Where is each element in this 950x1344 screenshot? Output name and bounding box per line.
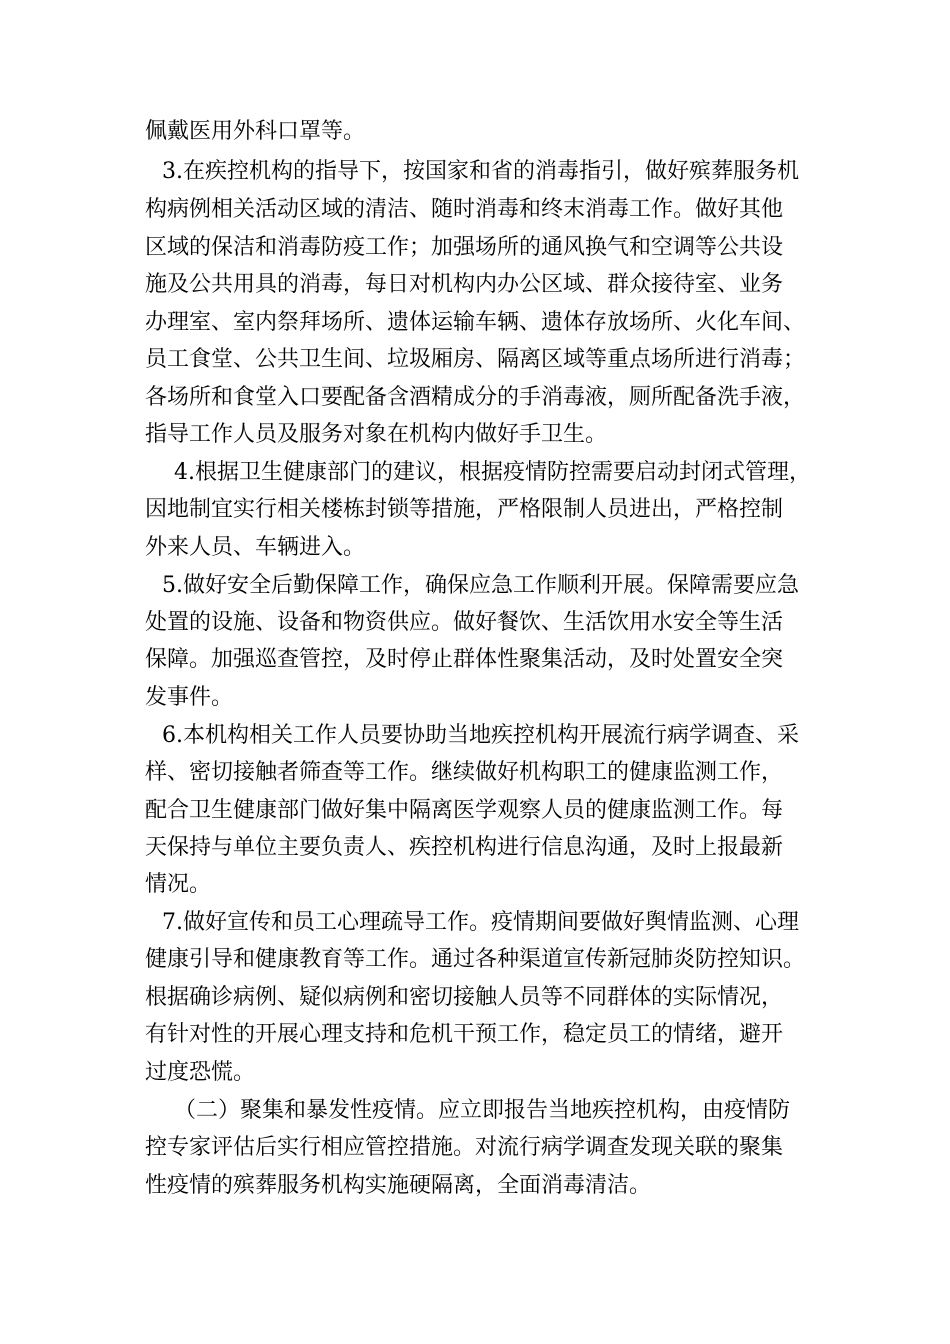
text-line: 因地制宜实行相关楼栋封锁等措施，严格限制人员进出，严格控制 [145, 497, 784, 522]
text-line: 区域的保洁和消毒防疫工作；加强场所的通风换气和空调等公共设 [145, 235, 784, 260]
text-line: 天保持与单位主要负责人、疾控机构进行信息沟通，及时上报最新 [145, 835, 784, 860]
text-line: 健康引导和健康教育等工作。通过各种渠道宣传新冠肺炎防控知识。 [145, 947, 806, 972]
text-line: 办理室、室内祭拜场所、遗体运输车辆、遗体存放场所、火化车间、 [145, 310, 806, 335]
text-line: 外来人员、车辆进入。 [145, 535, 366, 560]
text-line: 6.本机构相关工作人员要协助当地疾控机构开展流行病学调查、采 [162, 723, 799, 748]
text-line: 指导工作人员及服务对象在机构内做好手卫生。 [145, 422, 608, 447]
text-line: 5.做好安全后勤保障工作，确保应急工作顺利开展。保障需要应急 [162, 573, 799, 598]
text-line: 处置的设施、设备和物资供应。做好餐饮、生活饮用水安全等生活 [145, 610, 784, 635]
text-line: 有针对性的开展心理支持和危机干预工作，稳定员工的情绪，避开 [145, 1022, 784, 1047]
text-line: 根据确诊病例、疑似病例和密切接触人员等不同群体的实际情况， [145, 985, 784, 1010]
text-line: 佩戴医用外科口罩等。 [145, 119, 366, 144]
text-line: 施及公共用具的消毒，每日对机构内办公区域、群众接待室、业务 [145, 272, 784, 297]
text-line: 各场所和食堂入口要配备含酒精成分的手消毒液，厕所配备洗手液， [145, 385, 806, 410]
text-line: （二）聚集和暴发性疫情。应立即报告当地疾控机构，由疫情防 [174, 1098, 791, 1123]
text-line: 过度恐慌。 [145, 1060, 256, 1085]
text-line: 样、密切接触者筛查等工作。继续做好机构职工的健康监测工作， [145, 760, 784, 785]
text-line: 4.根据卫生健康部门的建议，根据疫情防控需要启动封闭式管理， [174, 460, 811, 485]
text-line: 发事件。 [145, 685, 234, 710]
text-line: 保障。加强巡查管控，及时停止群体性聚集活动，及时处置安全突 [145, 647, 784, 672]
text-line: 构病例相关活动区域的清洁、随时消毒和终末消毒工作。做好其他 [145, 197, 784, 222]
text-line: 情况。 [145, 872, 212, 897]
text-line: 3.在疾控机构的指导下，按国家和省的消毒指引，做好殡葬服务机 [162, 159, 799, 184]
text-line: 员工食堂、公共卫生间、垃圾厢房、隔离区域等重点场所进行消毒； [145, 347, 806, 372]
text-line: 性疫情的殡葬服务机构实施硬隔离，全面消毒清洁。 [145, 1173, 652, 1198]
text-line: 配合卫生健康部门做好集中隔离医学观察人员的健康监测工作。每 [145, 798, 784, 823]
text-line: 7.做好宣传和员工心理疏导工作。疫情期间要做好舆情监测、心理 [162, 910, 799, 935]
text-line: 控专家评估后实行相应管控措施。对流行病学调查发现关联的聚集 [145, 1135, 784, 1160]
